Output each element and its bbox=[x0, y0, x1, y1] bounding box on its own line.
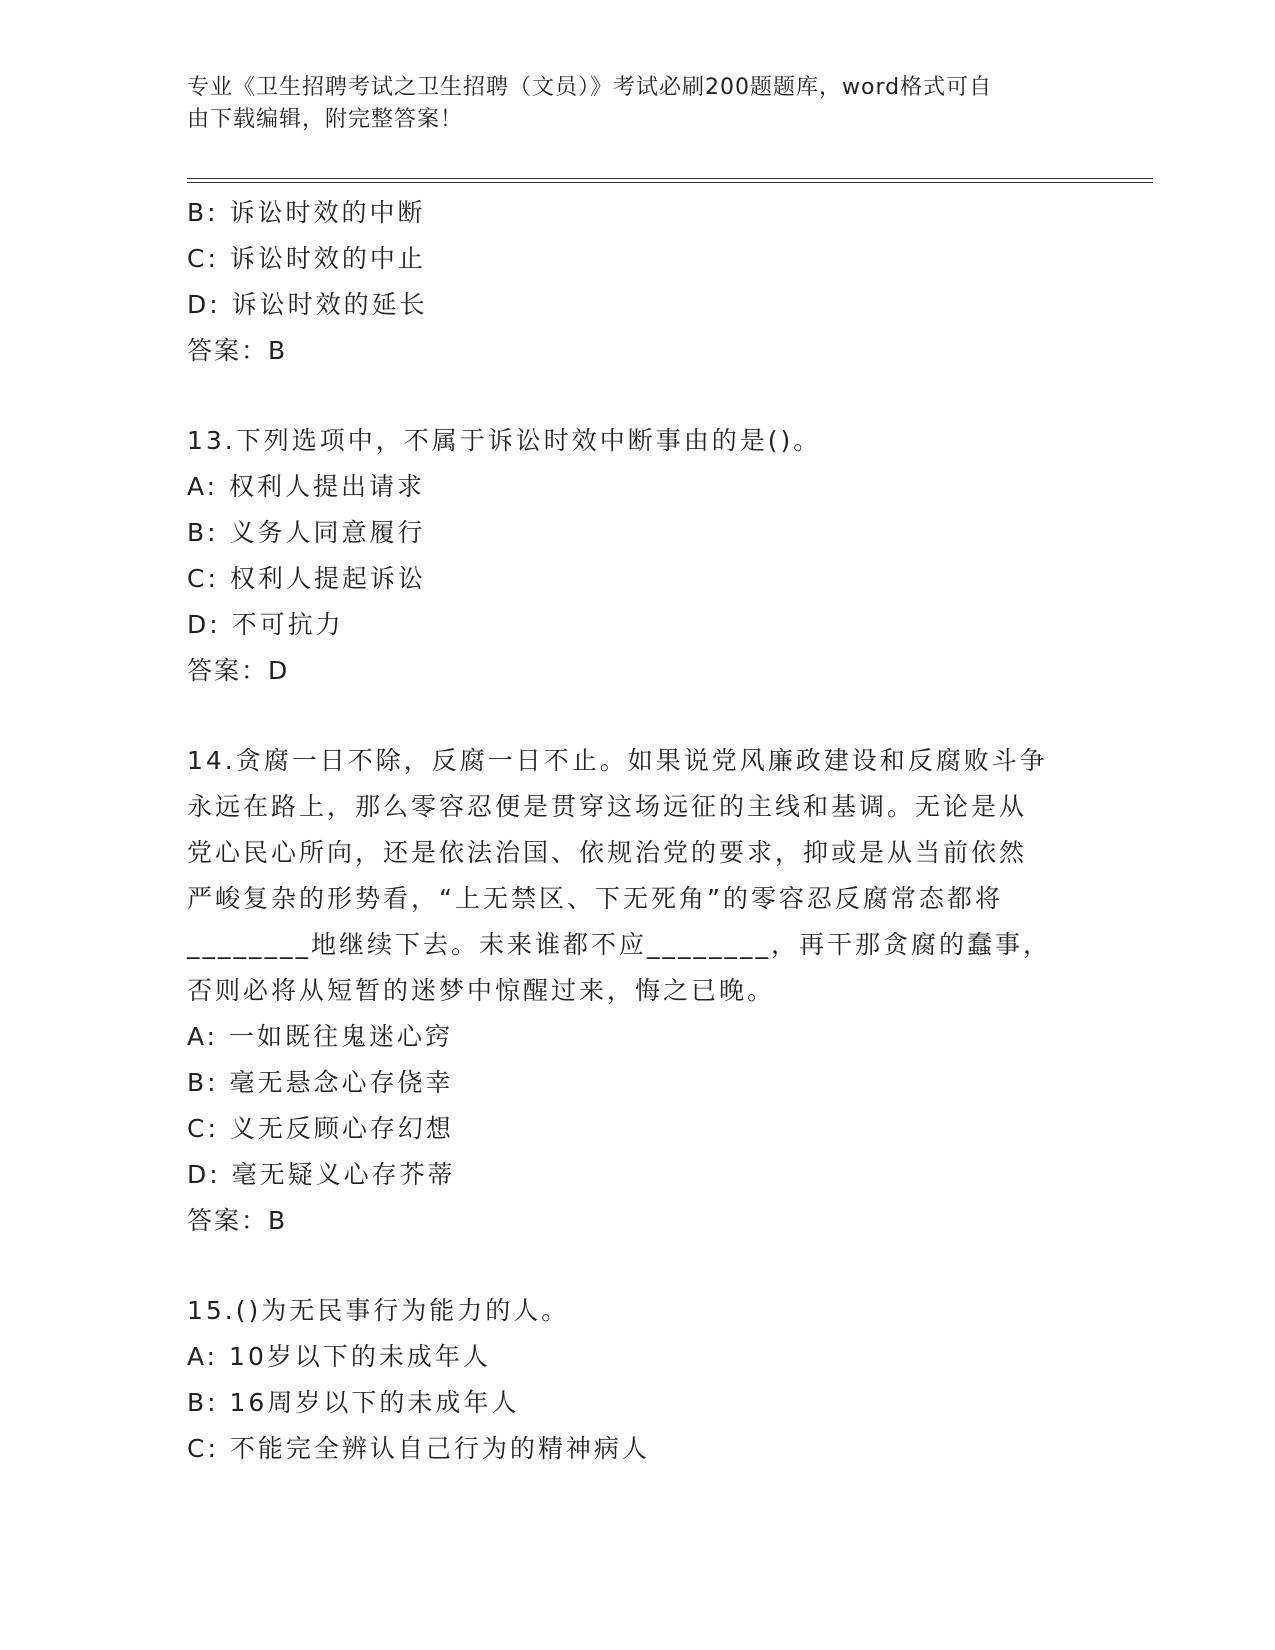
q13-option-b: B: 义务人同意履行 bbox=[187, 518, 426, 547]
q13-question: 13.下列选项中，不属于诉讼时效中断事由的是()。 bbox=[187, 426, 822, 455]
q14-question-line-6: 否则必将从短暂的迷梦中惊醒过来，悔之已晚。 bbox=[187, 976, 776, 1005]
q14-answer: 答案：B bbox=[187, 1206, 288, 1235]
q14-question-line-4: 严峻复杂的形势看，“上无禁区、下无死角”的零容忍反腐常态都将 bbox=[187, 884, 1003, 913]
q14-option-a: A: 一如既往鬼迷心窍 bbox=[187, 1022, 454, 1051]
q12-option-b: B: 诉讼时效的中断 bbox=[187, 198, 426, 227]
q14-question-line-2: 永远在路上，那么零容忍便是贯穿这场远征的主线和基调。无论是从 bbox=[187, 792, 1028, 821]
document-header bbox=[187, 72, 1077, 136]
question-content bbox=[187, 190, 1087, 1472]
q15-option-a: A: 10岁以下的未成年人 bbox=[187, 1342, 491, 1371]
header-divider-bottom bbox=[187, 182, 1153, 183]
question-14-block bbox=[187, 738, 1087, 1244]
header-divider-top bbox=[187, 178, 1153, 179]
q13-option-d: D: 不可抗力 bbox=[187, 610, 344, 639]
q12-answer: 答案：B bbox=[187, 336, 288, 365]
spacer bbox=[187, 374, 1087, 418]
q13-option-c: C: 权利人提起诉讼 bbox=[187, 564, 426, 593]
header-title-line-1: 专业《卫生招聘考试之卫生招聘（文员）》考试必刷200题题库，word格式可自 bbox=[187, 75, 993, 100]
q14-option-b: B: 毫无悬念心存侥幸 bbox=[187, 1068, 454, 1097]
header-title-line-2: 由下载编辑，附完整答案！ bbox=[187, 107, 464, 132]
q14-question-line-1: 14.贪腐一日不除，反腐一日不止。如果说党风廉政建设和反腐败斗争 bbox=[187, 746, 1048, 775]
spacer bbox=[187, 694, 1087, 738]
q12-option-c: C: 诉讼时效的中止 bbox=[187, 244, 426, 273]
q15-option-c: C: 不能完全辨认自己行为的精神病人 bbox=[187, 1434, 650, 1463]
spacer bbox=[187, 1244, 1087, 1288]
q14-option-c: C: 义无反顾心存幻想 bbox=[187, 1114, 454, 1143]
question-15-block bbox=[187, 1288, 1087, 1472]
question-12-block bbox=[187, 190, 1087, 374]
q13-answer: 答案：D bbox=[187, 656, 290, 685]
q12-option-d: D: 诉讼时效的延长 bbox=[187, 290, 428, 319]
q15-option-b: B: 16周岁以下的未成年人 bbox=[187, 1388, 520, 1417]
q13-option-a: A: 权利人提出请求 bbox=[187, 472, 426, 501]
q14-option-d: D: 毫无疑义心存芥蒂 bbox=[187, 1160, 456, 1189]
q14-question-line-3: 党心民心所向，还是依法治国、依规治党的要求，抑或是从当前依然 bbox=[187, 838, 1028, 867]
q14-question-line-5: ________地继续下去。未来谁都不应________，再干那贪腐的蠢事， bbox=[187, 930, 1052, 959]
q15-question: 15.()为无民事行为能力的人。 bbox=[187, 1296, 570, 1325]
question-13-block bbox=[187, 418, 1087, 694]
